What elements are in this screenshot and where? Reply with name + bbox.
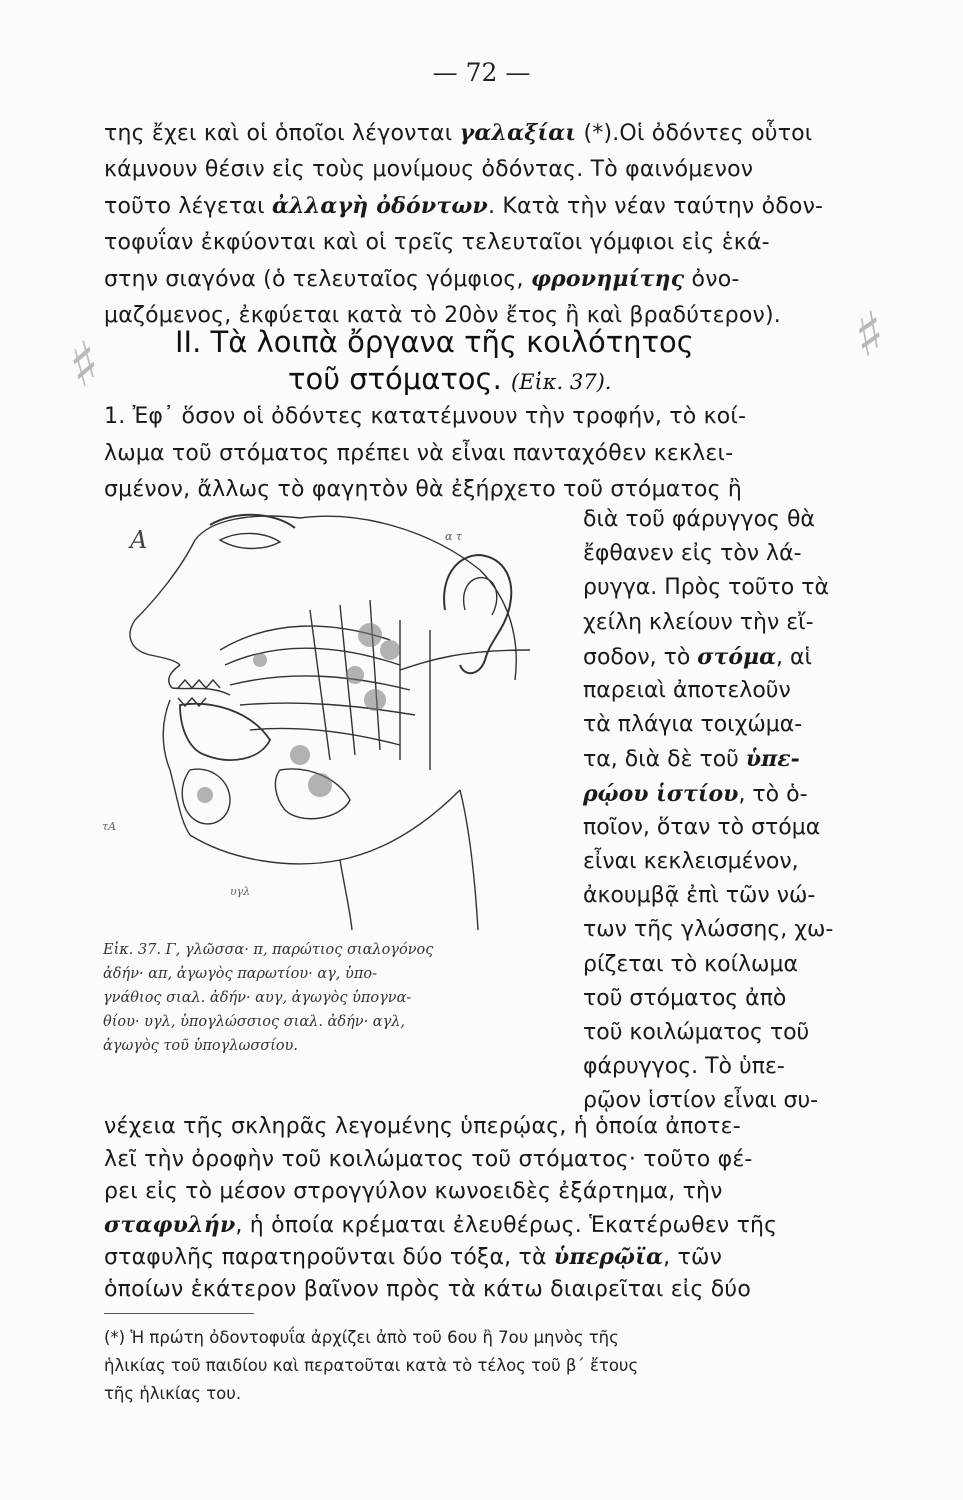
- emphasized-term: ἀλλαγὴ ὀδόντων: [271, 193, 488, 219]
- emphasized-term: ρῴου ἱστίου: [583, 780, 739, 807]
- text-segment: των τῆς γλώσσης, χω-: [583, 917, 834, 943]
- paragraph-line: [104, 1110, 864, 1144]
- caption-line: Εἰκ. 37. Γ, γλῶσσα· π, παρώτιος σιαλογόνος: [103, 942, 434, 958]
- text-segment: τοφυΐαν ἐκφύονται καὶ οἱ τρεῖς τελευταῖοι γόμφιοι εἰς ἑκά-: [104, 229, 770, 255]
- caption-line: γνάθιος σιαλ. ἀδήν· αυγ, ἀγωγὸς ὑπογνα-: [103, 990, 412, 1006]
- column-line: [583, 948, 865, 982]
- text-segment: ἀκουμβᾷ ἐπὶ τῶν νώ-: [583, 883, 816, 909]
- text-segment: ρῷον ἱστίον εἶναι συ-: [583, 1088, 819, 1114]
- column-line: [583, 640, 865, 675]
- text-segment: ὁποίων ἑκάτερον βαῖνον πρὸς τὰ κάτω διαιρεῖται εἰς δύο: [104, 1276, 752, 1302]
- text-segment: σταφυλῆς παρατηροῦνται δύο τόξα, τὰ: [104, 1245, 554, 1270]
- column-line: [583, 742, 865, 777]
- column-line: [583, 503, 865, 537]
- text-segment: ρυγγα. Πρὸς τοῦτο τὰ: [583, 575, 829, 601]
- heading-line-1: ΙΙ. Τὰ λοιπὰ ὄργανα τῆς κοιλότητος: [175, 325, 694, 359]
- emphasized-term: σταφυλήν: [104, 1211, 236, 1238]
- text-segment: τοῦτο λέγεται: [104, 194, 272, 219]
- column-line: [583, 708, 865, 742]
- paragraph-line: [104, 116, 864, 151]
- text-segment: . Κατὰ τὴν νέαν ταύτην ὀδον-: [487, 194, 824, 219]
- paragraph-line: [104, 189, 864, 224]
- footnote-divider: [104, 1313, 254, 1314]
- text-segment: 1. Ἐφ᾿ ὅσον οἱ ὀδόντες κατατέμνουν τὴν τροφήν, τὸ κοί-: [104, 404, 747, 429]
- paragraph-line: [104, 226, 864, 260]
- footnote: [104, 1324, 864, 1408]
- paragraph-line: [104, 153, 864, 187]
- text-segment: , τῶν: [663, 1245, 723, 1270]
- page-number: — 72 —: [432, 58, 531, 87]
- emphasized-term: γαλαξίαι: [459, 120, 577, 146]
- column-line: [583, 1050, 865, 1084]
- emphasized-term: ὑπερῷϊα: [553, 1244, 664, 1270]
- column-line: [583, 1016, 865, 1050]
- text-segment: της ἔχει καὶ οἱ ὁποῖοι λέγονται: [104, 121, 460, 146]
- paragraph-line: [104, 262, 864, 297]
- pencil-mark-left: ♯: [61, 327, 108, 403]
- column-line: [583, 879, 865, 913]
- caption-line: ἀδήν· απ, ἀγωγὸς παρωτίου· αγ, ὑπο-: [103, 966, 377, 982]
- caption-line: ἀγωγὸς τοῦ ὑπογλωσσίου.: [103, 1038, 298, 1054]
- heading-line-2: τοῦ στόματος.: [288, 362, 502, 396]
- column-line: [583, 674, 865, 708]
- text-segment: χείλη κλείουν τὴν εἴ-: [583, 609, 814, 635]
- text-segment: στην σιαγόνα (ὁ τελευταῖος γόμφιος,: [104, 267, 531, 292]
- text-segment: ρίζεται τὸ κοίλωμα: [583, 951, 798, 977]
- column-line: [583, 811, 865, 845]
- column-line: [583, 913, 865, 947]
- text-segment: φάρυγγος. Τὸ ὑπε-: [583, 1054, 785, 1080]
- paragraph-line: [104, 400, 864, 434]
- caption-line: θίου· υγλ, ὑπογλώσσιος σιαλ. ἀδήν· αγλ,: [103, 1014, 406, 1030]
- emphasized-term: στόμα: [697, 643, 777, 670]
- column-line: [583, 982, 865, 1016]
- column-line: [583, 571, 865, 605]
- figure-caption: [103, 938, 563, 1058]
- paragraph-line: [104, 437, 864, 471]
- text-segment: σμένον, ἄλλως τὸ φαγητὸν θὰ ἐξήρχετο τοῦ στόματος ἢ: [104, 477, 743, 502]
- figure-label-ygl: υγλ: [230, 885, 251, 898]
- text-segment: ρει εἰς τὸ μέσον στρογγύλον κωνοειδὲς ἐξάρτημα, τὴν: [104, 1179, 723, 1204]
- text-segment: τὰ πλάγια τοιχώμα-: [583, 712, 803, 738]
- paragraph-line: [104, 1273, 864, 1307]
- text-segment: ὀνο-: [684, 267, 740, 292]
- heading-figure-ref: (Εἰκ. 37).: [511, 370, 612, 394]
- face-dissection-illustration: [100, 500, 570, 940]
- text-segment: , ἡ ὁποία κρέμαται ἐλευθέρως. Ἑκατέρωθεν τῆς: [235, 1212, 778, 1238]
- column-line: [583, 845, 865, 879]
- text-segment: σοδον, τὸ: [583, 644, 698, 670]
- text-segment: ποῖον, ὅταν τὸ στόμα: [583, 814, 821, 840]
- text-segment: (*).Οἱ ὀδόντες οὗτοι: [576, 121, 813, 146]
- text-segment: λωμα τοῦ στόματος πρέπει νὰ εἶναι πανταχόθεν κεκλει-: [104, 440, 734, 466]
- figure-label-a: Α: [130, 526, 148, 554]
- section-heading-line-2: [288, 362, 611, 396]
- text-segment: παρειαὶ ἀποτελοῦν: [583, 678, 791, 703]
- paragraph-line: [104, 1143, 864, 1177]
- text-segment: τοῦ στόματος ἀπὸ: [583, 985, 787, 1011]
- anatomical-figure: [100, 500, 570, 940]
- text-segment: νέχεια τῆς σκληρᾶς λεγομένης ὑπερῴας, ἡ ὁποία ἀποτε-: [104, 1114, 741, 1139]
- paragraph-line: [104, 1175, 864, 1209]
- column-line: [583, 537, 865, 571]
- emphasized-term: ὑπε-: [745, 746, 800, 773]
- text-segment: τα, διὰ δὲ τοῦ: [583, 747, 746, 773]
- text-segment: μαζόμενος, ἐκφύεται κατὰ τὸ 20ὸν ἔτος ἢ καὶ βραδύτερον).: [104, 302, 781, 328]
- column-line: [583, 777, 865, 812]
- text-segment: εἶναι κεκλεισμένον,: [583, 849, 799, 874]
- figure-label-ta: τΑ: [102, 820, 117, 833]
- footnote-line: (*) Ἡ πρώτη ὀδοντοφυΐα ἀρχίζει ἀπὸ τοῦ 6ου ἢ 7ου μηνὸς τῆς: [104, 1328, 619, 1347]
- emphasized-term: φρονημίτης: [530, 266, 685, 292]
- pencil-mark-right: ♯: [849, 298, 890, 372]
- section-heading: [175, 325, 694, 359]
- paragraph-line: [104, 1240, 864, 1275]
- text-segment: τοῦ κοιλώματος τοῦ: [583, 1020, 810, 1045]
- paragraph-line: [104, 1208, 864, 1243]
- figure-label-at: α τ: [445, 530, 463, 543]
- column-line: [583, 606, 865, 640]
- text-segment: ἔφθανεν εἰς τὸν λά-: [583, 541, 802, 567]
- text-segment: , τὸ ὁ-: [738, 781, 808, 807]
- text-segment: διὰ τοῦ φάρυγγος θὰ: [583, 507, 815, 532]
- text-segment: λεῖ τὴν ὀροφὴν τοῦ κοιλώματος τοῦ στόματος· τοῦτο φέ-: [104, 1146, 753, 1172]
- footnote-line: τῆς ἡλικίας του.: [104, 1384, 242, 1403]
- text-segment: κάμνουν θέσιν εἰς τοὺς μονίμους ὀδόντας. Τὸ φαινόμενον: [104, 156, 754, 182]
- text-segment: , αἱ: [776, 644, 812, 670]
- footnote-line: ἡλικίας τοῦ παιδίου καὶ περατοῦται κατὰ τὸ τέλος τοῦ β΄ ἔτους: [104, 1356, 639, 1375]
